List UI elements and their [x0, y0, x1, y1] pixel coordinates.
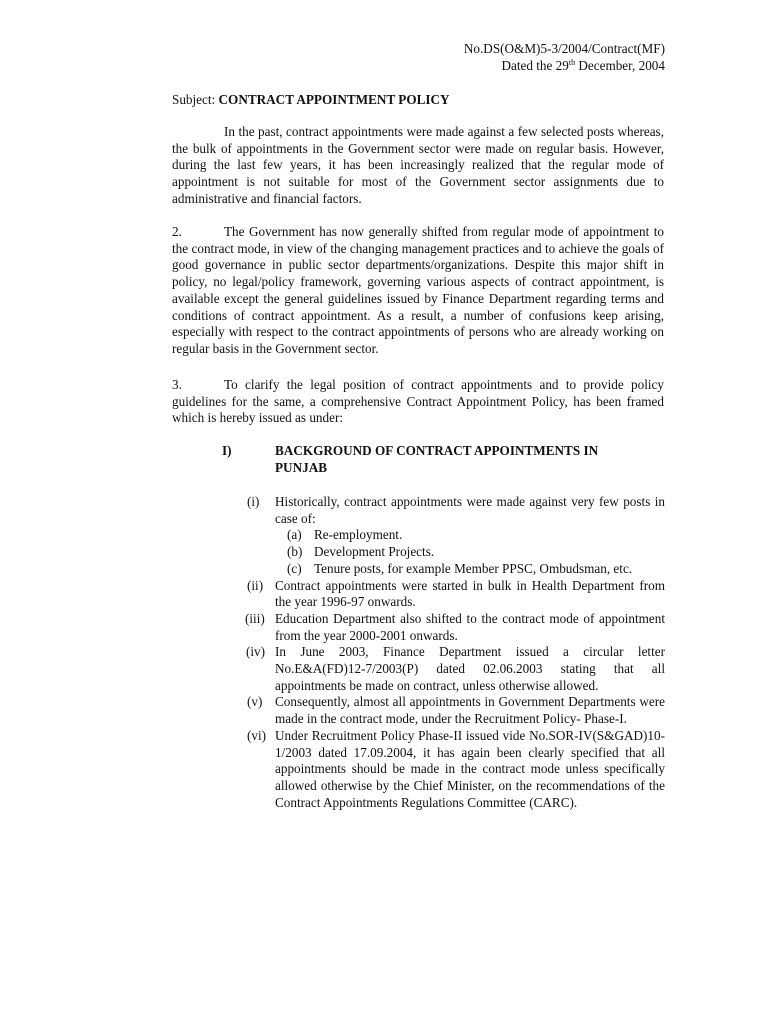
list-item-text: Contract appointments were started in bulk in Health Department from the year 1996-97 onwards. [275, 577, 665, 610]
list-item-marker: (iii) [245, 610, 265, 626]
sub-list [287, 527, 665, 577]
subject-label: Subject: [172, 92, 219, 107]
date-prefix: Dated the 29 [501, 58, 569, 73]
paragraph-2 [172, 224, 664, 358]
list-item-marker: (ii) [247, 577, 264, 593]
paragraph-2-number: 2. [172, 224, 182, 239]
list-item-marker: (v) [247, 694, 263, 710]
list-item [247, 728, 665, 812]
list-item-text: In June 2003, Finance Department issued a circular letter No.E&A(FD)12-7/2003(P) dated 02.06.2003 stating that all appointments be made on contract, unless otherwise allowed. [275, 644, 665, 693]
list-item [247, 611, 665, 644]
reference-number: No.DS(O&M)5-3/2004/Contract(MF) [463, 41, 665, 56]
paragraph-3 [172, 377, 664, 427]
subject-title: CONTRACT APPOINTMENT POLICY [218, 92, 450, 107]
list-item [247, 694, 665, 727]
date-ordinal-suffix: th [568, 58, 576, 67]
list-item [247, 644, 665, 694]
list-item-marker: (i) [247, 494, 260, 509]
list-item [247, 494, 665, 578]
paragraph-1 [172, 124, 664, 208]
background-list [247, 494, 665, 811]
list-item-marker: (iv) [246, 644, 266, 660]
sub-list-item-text: Development Projects. [314, 544, 435, 560]
sub-list-item [287, 544, 665, 561]
section-heading [222, 443, 642, 476]
sub-list-item-marker: (b) [287, 544, 303, 560]
sub-list-item-text: Tenure posts, for example Member PPSC, Ombudsman, etc. [314, 560, 633, 576]
paragraph-1-text: In the past, contract appointments were made against a few selected posts whereas, the bulk of appointments in the Government sector were made on regular basis. However, during the last few years, it has been increasingly realized that the regular mode of appointment is not suitable for most of the Government sector assignments due to administrative and financial factors. [172, 124, 664, 206]
document-date [464, 57, 665, 74]
paragraph-2-text: The Government has now generally shifted from regular mode of appointment to the contract mode, in view of the changing management practices and to achieve the goals of good governance in public sector departments/organizations. Despite this major shift in policy, no legal/policy framework, governing various aspects of contract appointment, is available except the general guidelines issued by Finance Department regarding terms and conditions of contract appointment. As a result, a number of confusions keep arising, especially with respect to the contract appointments of persons who are already working on regular basis in the Government sector. [172, 224, 664, 356]
sub-list-item [287, 527, 665, 544]
list-item-text: Historically, contract appointments were made against very few posts in case of: [275, 494, 665, 526]
sub-list-item-marker: (c) [287, 560, 302, 576]
paragraph-3-text: To clarify the legal position of contract appointments and to provide policy guidelines for the same, a comprehensive Contract Appointment Policy, has been framed which is hereby issued as under: [172, 377, 664, 426]
subject-line [172, 92, 450, 109]
reference-block [464, 40, 665, 74]
list-item [247, 578, 665, 611]
section-title: BACKGROUND OF CONTRACT APPOINTMENTS IN PUNJAB [275, 443, 599, 475]
section-number: I) [222, 443, 232, 458]
list-item-text: Consequently, almost all appointments in Government Departments were made in the contract mode, under the Recruitment Policy- Phase-I. [275, 694, 665, 727]
paragraph-3-number: 3. [172, 377, 182, 392]
list-item-text: Education Department also shifted to the contract mode of appointment from the year 2000-2001 onwards. [275, 610, 665, 643]
sub-list-item-marker: (a) [287, 527, 302, 543]
list-item-text: Under Recruitment Policy Phase-II issued vide No.SOR-IV(S&GAD)10-1/2003 dated 17.09.2004, it has again been clearly specified that all appointments should be made in the contract mode unless specifically allowed otherwise by the Chief Minister, on the recommendations of the Contract Appointments Regulations Committee (CARC). [275, 727, 665, 810]
sub-list-item [287, 561, 665, 578]
sub-list-item-text: Re-employment. [314, 527, 403, 543]
date-month-year: December, 2004 [575, 58, 665, 73]
list-item-marker: (vi) [247, 727, 267, 743]
